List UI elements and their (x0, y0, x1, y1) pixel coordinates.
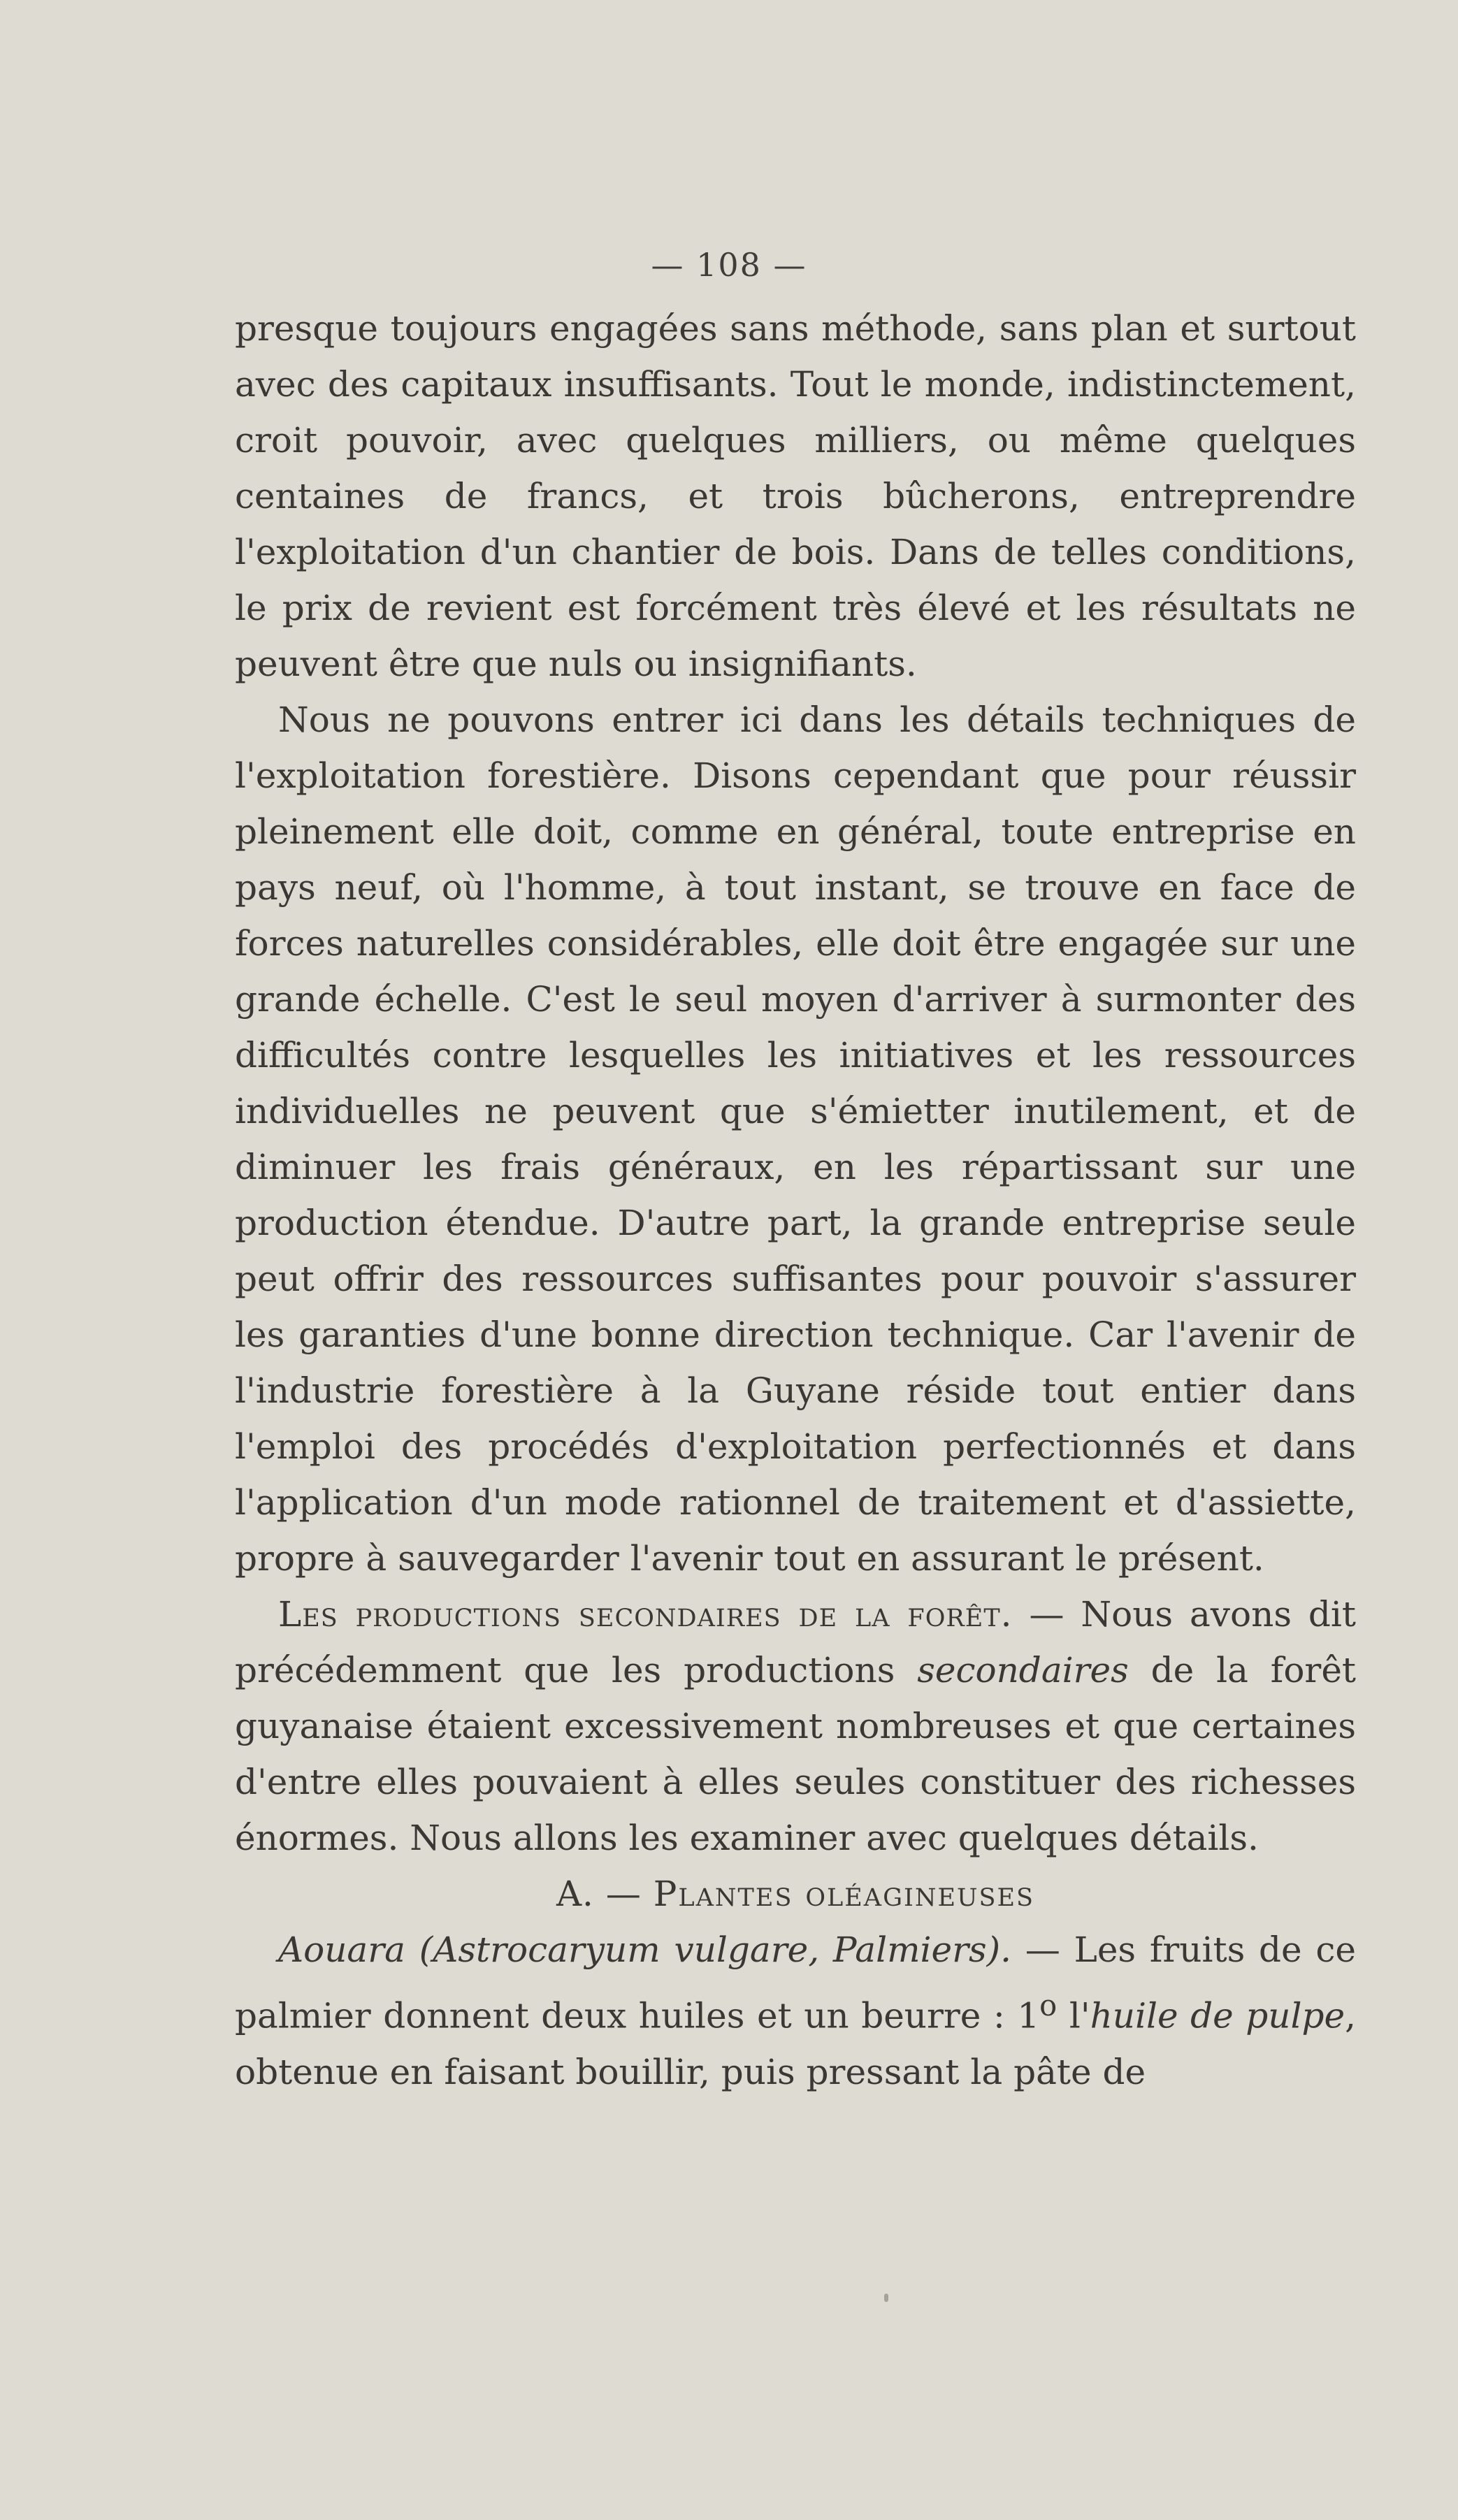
paragraph-3 (235, 1586, 1356, 1866)
paragraph-4-text-2: l' (1057, 1995, 1090, 2036)
paragraph-1: presque toujours engagées sans méthode, sans plan et surtout avec des capitaux insuffisants. Tout le monde, indistinctement, croit pouvoir, avec quelques milliers, ou même quelques centaines de francs, et trois bûcherons, entreprendre l'exploitation d'un chantier de bois. Dans de telles conditions, le prix de revient est forcément très élevé et les résultats ne peuvent être que nuls ou insignifiants. (235, 308, 1356, 684)
paragraph-4-text-1: — Les fruits de ce palmier donnent deux huiles et un beurre : 1 (235, 1929, 1356, 2036)
section-lead-smallcaps: Les productions secondaires de la forêt. (278, 1594, 1013, 1635)
ordinal-superscript: o (1039, 1988, 1058, 2022)
body-text (235, 300, 1356, 2100)
section-heading-letter: A. (556, 1874, 594, 1914)
paragraph-4-text-3: , obtenue en faisant bouillir, puis pressant la pâte de (235, 1995, 1356, 2092)
section-heading (235, 1866, 1356, 1922)
paper-speck (884, 2294, 888, 2302)
italic-huile-de-pulpe: huile de pulpe (1090, 1995, 1345, 2036)
section-heading-dash: — (605, 1874, 642, 1914)
paragraph-3-text-b: de la forêt guyanaise étaient excessivement nombreuses et que certaines d'entre elles pouvaient à elles seules constituer des richesses énormes. Nous allons les examiner avec quelques détails. (235, 1650, 1357, 1858)
paragraph-2: Nous ne pouvons entrer ici dans les détails techniques de l'exploitation forestière. Disons cependant que pour réussir pleinement elle doit, comme en général, toute entreprise en pays neuf, où l'homme, à tout instant, se trouve en face de forces naturelles considérables, elle doit être engagée sur une grande échelle. C'est le seul moyen d'arriver à surmonter des difficultés contre lesquelles les initiatives et les ressources individuelles ne peuvent que s'émietter inutilement, et de diminuer les frais généraux, en les répartissant sur une production étendue. D'autre part, la grande entreprise seule peut offrir des ressources suffisantes pour pouvoir s'assurer les garanties d'une bonne direction technique. Car l'avenir de l'industrie forestière à la Guyane réside tout entier dans l'emploi des procédés d'exploitation perfectionnés et dans l'application d'un mode rationnel de traitement et d'assiette, propre à sauvegarder l'avenir tout en assurant le présent. (235, 700, 1356, 1579)
italic-secondaires: secondaires (917, 1650, 1129, 1690)
paragraph-4 (235, 1922, 1356, 2100)
page-number: — 108 — (651, 246, 807, 284)
aouara-italic-lead: Aouara (Astrocaryum vulgare, Palmiers). (278, 1929, 1012, 1970)
paragraph-3-text-a: — Nous avons dit précédemment que les productions (235, 1594, 1356, 1690)
section-heading-title: Plantes oléagineuses (653, 1874, 1035, 1914)
